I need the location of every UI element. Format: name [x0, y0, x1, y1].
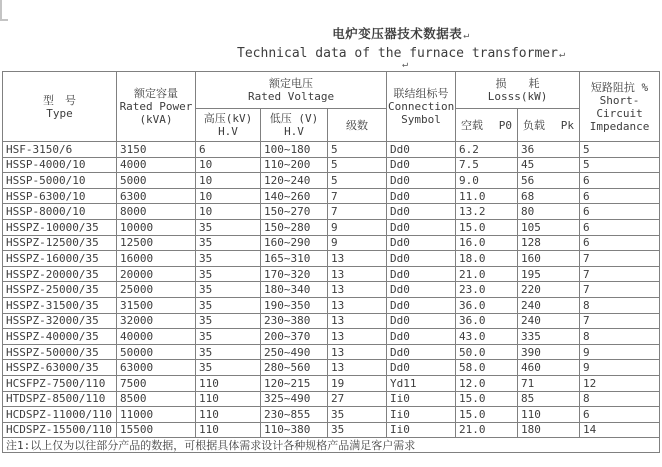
technical-data-table [2, 71, 660, 453]
table-cell: 140~260 [261, 188, 328, 204]
table-header [3, 72, 660, 142]
col-header-impedance-en1: Short- [599, 93, 640, 107]
table-cell: 10 [196, 204, 261, 220]
table-row [3, 173, 660, 189]
table-cell: 6 [580, 173, 660, 189]
document-title-cn [70, 24, 662, 42]
table-row [3, 251, 660, 267]
table-cell: 15.0 [456, 407, 518, 423]
table-cell: 35 [196, 360, 261, 376]
table-cell: 165~310 [261, 251, 328, 267]
table-cell: HSF-3150/6 [3, 142, 117, 158]
table-cell: 240 [518, 297, 580, 313]
col-header-type [3, 72, 117, 142]
table-cell: 19 [328, 375, 387, 391]
table-cell: HCSFPZ-7500/110 [3, 375, 117, 391]
table-cell: 5 [580, 157, 660, 173]
table-cell: 13 [328, 282, 387, 298]
paragraph-mark-icon: ↵ [402, 59, 409, 70]
table-cell: 160~290 [261, 235, 328, 251]
table-cell: 325~490 [261, 391, 328, 407]
table-row [3, 235, 660, 251]
table-cell: Dd0 [387, 360, 456, 376]
table-cell: HSSPZ-10000/35 [3, 219, 117, 235]
table-cell: 16.0 [456, 235, 518, 251]
table-cell: 13 [328, 344, 387, 360]
table-cell: 3150 [117, 142, 196, 158]
table-cell: 7 [580, 266, 660, 282]
table-cell: 180 [518, 422, 580, 438]
table-cell: 5 [328, 157, 387, 173]
table-cell: 13 [328, 329, 387, 345]
col-header-connection-en1: Connection [388, 100, 455, 113]
table-cell: 16000 [117, 251, 196, 267]
table-cell: 110 [518, 407, 580, 423]
table-cell: 7 [328, 188, 387, 204]
table-cell: 58.0 [456, 360, 518, 376]
col-header-on-load-symbol: Pk [560, 118, 575, 132]
table-row [3, 157, 660, 173]
table-cell: 50.0 [456, 344, 518, 360]
table-cell: 7 [580, 313, 660, 329]
table-row [3, 360, 660, 376]
col-header-rated-voltage [196, 72, 387, 109]
document-title-en [70, 46, 662, 61]
table-cell: 71 [518, 375, 580, 391]
table-cell: 250~490 [261, 344, 328, 360]
table-cell: 120~240 [261, 173, 328, 189]
col-header-low-voltage [261, 109, 328, 142]
table-cell: 105 [518, 219, 580, 235]
col-header-connection-cn: 联结组标号 [393, 87, 449, 100]
table-cell: 36.0 [456, 297, 518, 313]
table-row [3, 204, 660, 220]
col-header-type-cn: 型 号 [43, 93, 76, 107]
table-cell: 200~370 [261, 329, 328, 345]
col-header-impedance-en2: Circuit [596, 106, 643, 120]
table-cell: Dd0 [387, 297, 456, 313]
table-cell: 35 [196, 329, 261, 345]
table-cell: Dd0 [387, 344, 456, 360]
table-cell: 35 [196, 219, 261, 235]
page-margin-mark [0, 0, 8, 21]
table-cell: HCDSPZ-11000/110 [3, 407, 117, 423]
table-cell: 180~340 [261, 282, 328, 298]
table-cell: 160 [518, 251, 580, 267]
table-cell: 15.0 [456, 219, 518, 235]
col-header-low-voltage-en: H.V [284, 125, 304, 138]
table-cell: 35 [328, 422, 387, 438]
table-cell: 110 [196, 375, 261, 391]
table-cell: 7500 [117, 375, 196, 391]
table-cell: 5 [328, 142, 387, 158]
table-body [3, 142, 660, 438]
table-cell: 220 [518, 282, 580, 298]
table-cell: Dd0 [387, 188, 456, 204]
table-cell: Dd0 [387, 329, 456, 345]
table-cell: Ii0 [387, 422, 456, 438]
col-header-loss [456, 72, 580, 109]
table-cell: 13 [328, 313, 387, 329]
table-row [3, 188, 660, 204]
table-cell: 40000 [117, 329, 196, 345]
table-cell: 7 [580, 251, 660, 267]
col-header-connection [387, 72, 456, 142]
table-cell: 240 [518, 313, 580, 329]
table-cell: 6 [580, 219, 660, 235]
table-cell: Dd0 [387, 251, 456, 267]
table-cell: 35 [196, 235, 261, 251]
table-cell: HSSP-4000/10 [3, 157, 117, 173]
table-cell: 110 [196, 407, 261, 423]
table-cell: Ii0 [387, 407, 456, 423]
table-cell: 6 [580, 407, 660, 423]
table-cell: 36.0 [456, 313, 518, 329]
col-header-impedance-cn: 短路阻抗 % [590, 80, 649, 94]
paragraph-mark-icon: ↵ [558, 49, 565, 60]
table-cell: HSSPZ-40000/35 [3, 329, 117, 345]
footnote-text: 注1:以上仅为以往部分产品的数据，可根据具体需求设计各种规格产品满足客户需求 [3, 438, 660, 453]
col-header-low-voltage-cn: 低压 (V) [269, 112, 319, 125]
col-header-rated-voltage-cn: 额定电压 [269, 77, 314, 90]
table-row [3, 142, 660, 158]
table-cell: 9 [328, 219, 387, 235]
table-cell: 68 [518, 188, 580, 204]
table-row [3, 329, 660, 345]
table-cell: 21.0 [456, 422, 518, 438]
col-header-type-en: Type [46, 106, 73, 120]
table-cell: 7 [580, 282, 660, 298]
table-cell: 12 [580, 375, 660, 391]
table-cell: Dd0 [387, 204, 456, 220]
table-cell: HSSPZ-50000/35 [3, 344, 117, 360]
document-title-en-text: Technical data of the furnace transformer [237, 46, 558, 61]
table-cell: 110~380 [261, 422, 328, 438]
table-cell: 35 [328, 407, 387, 423]
table-row [3, 219, 660, 235]
table-cell: 6300 [117, 188, 196, 204]
table-cell: 7 [328, 204, 387, 220]
col-header-steps-cn: 级数 [346, 118, 369, 132]
table-cell: HSSPZ-12500/35 [3, 235, 117, 251]
table-cell: 35 [196, 313, 261, 329]
col-header-high-voltage-en: H.V [218, 125, 238, 138]
table-cell: 390 [518, 344, 580, 360]
table-cell: 8 [580, 329, 660, 345]
table-cell: 12.0 [456, 375, 518, 391]
table-cell: 43.0 [456, 329, 518, 345]
col-header-loss-en: Losss(kW) [487, 90, 548, 103]
table-cell: 150~270 [261, 204, 328, 220]
table-cell: 23.0 [456, 282, 518, 298]
col-header-on-load-cn: 负载 [523, 118, 546, 132]
table-cell: 14 [580, 422, 660, 438]
table-cell: 8500 [117, 391, 196, 407]
table-row [3, 313, 660, 329]
col-header-rated-power-en: Rated Power [119, 100, 193, 113]
col-header-rated-voltage-en: Rated Voltage [247, 90, 335, 103]
table-cell: 5000 [117, 173, 196, 189]
table-cell: HSSPZ-63000/35 [3, 360, 117, 376]
table-cell: 35 [196, 266, 261, 282]
table-cell: 9.0 [456, 173, 518, 189]
table-cell: 128 [518, 235, 580, 251]
table-cell: Dd0 [387, 173, 456, 189]
table-cell: 35 [196, 344, 261, 360]
table-cell: Ii0 [387, 391, 456, 407]
table-cell: HSSP-5000/10 [3, 173, 117, 189]
table-cell: 11.0 [456, 188, 518, 204]
table-cell: 110 [196, 422, 261, 438]
table-cell: 6 [196, 142, 261, 158]
table-cell: HSSPZ-31500/35 [3, 297, 117, 313]
col-header-no-load-cn: 空载 [461, 118, 484, 132]
table-cell: 10 [196, 173, 261, 189]
table-cell: 10 [196, 188, 261, 204]
footnote-row [3, 438, 660, 453]
table-cell: 13 [328, 297, 387, 313]
col-header-loss-cn: 损 耗 [495, 77, 540, 90]
table-cell: 18.0 [456, 251, 518, 267]
table-cell: 4000 [117, 157, 196, 173]
col-header-connection-en2: Symbol [401, 113, 441, 126]
table-cell: 120~215 [261, 375, 328, 391]
table-cell: 230~380 [261, 313, 328, 329]
table-cell: 8000 [117, 204, 196, 220]
table-cell: 195 [518, 266, 580, 282]
table-cell: 15500 [117, 422, 196, 438]
table-cell: Dd0 [387, 282, 456, 298]
table-cell: HTDSPZ-8500/110 [3, 391, 117, 407]
table-cell: Dd0 [387, 266, 456, 282]
table-cell: 170~320 [261, 266, 328, 282]
table-cell: 8 [580, 297, 660, 313]
table-cell: 6 [580, 235, 660, 251]
table-cell: 7.5 [456, 157, 518, 173]
col-header-impedance [580, 72, 660, 142]
table-cell: 50000 [117, 344, 196, 360]
table-cell: HSSPZ-16000/35 [3, 251, 117, 267]
col-header-rated-power-cn: 额定容量 [134, 87, 178, 100]
col-header-steps [328, 109, 387, 142]
table-row [3, 344, 660, 360]
col-header-rated-power [117, 72, 196, 142]
table-cell: 230~855 [261, 407, 328, 423]
table-cell: 9 [580, 344, 660, 360]
table-footer [3, 438, 660, 453]
table-cell: 45 [518, 157, 580, 173]
table-cell: 13 [328, 266, 387, 282]
table-cell: 32000 [117, 313, 196, 329]
table-cell: Yd11 [387, 375, 456, 391]
table-row [3, 407, 660, 423]
table-cell: 63000 [117, 360, 196, 376]
table-cell: 25000 [117, 282, 196, 298]
col-header-high-voltage-cn: 高压(kV) [203, 112, 253, 125]
table-cell: 11000 [117, 407, 196, 423]
table-cell: 6 [580, 188, 660, 204]
table-cell: 5 [328, 173, 387, 189]
table-cell: 110 [196, 391, 261, 407]
table-cell: 280~560 [261, 360, 328, 376]
table-cell: 8 [580, 391, 660, 407]
table-cell: 36 [518, 142, 580, 158]
table-cell: 150~280 [261, 219, 328, 235]
table-cell: Dd0 [387, 219, 456, 235]
table-cell: 80 [518, 204, 580, 220]
table-cell: 13 [328, 360, 387, 376]
col-header-rated-power-unit: (kVA) [139, 113, 173, 126]
table-cell: 35 [196, 282, 261, 298]
table-cell: 10000 [117, 219, 196, 235]
table-cell: Dd0 [387, 235, 456, 251]
table-cell: HSSP-6300/10 [3, 188, 117, 204]
table-row [3, 391, 660, 407]
table-cell: 110~200 [261, 157, 328, 173]
table-cell: 85 [518, 391, 580, 407]
header-row-main [3, 72, 660, 109]
table-cell: Dd0 [387, 142, 456, 158]
table-cell: 335 [518, 329, 580, 345]
table-cell: 10 [196, 157, 261, 173]
table-cell: HSSPZ-32000/35 [3, 313, 117, 329]
col-header-no-load [456, 109, 518, 142]
paragraph-mark-icon: ↵ [463, 30, 470, 41]
table-cell: 190~350 [261, 297, 328, 313]
table-cell: 31500 [117, 297, 196, 313]
table-row [3, 266, 660, 282]
col-header-on-load [518, 109, 580, 142]
table-row [3, 282, 660, 298]
table-cell: 21.0 [456, 266, 518, 282]
table-cell: 35 [196, 251, 261, 267]
table-cell: 56 [518, 173, 580, 189]
table-cell: 20000 [117, 266, 196, 282]
col-header-no-load-symbol: P0 [498, 118, 513, 132]
table-cell: Dd0 [387, 313, 456, 329]
table-cell: 460 [518, 360, 580, 376]
table-cell: HSSP-8000/10 [3, 204, 117, 220]
table-cell: 35 [196, 297, 261, 313]
table-cell: Dd0 [387, 157, 456, 173]
table-cell: HSSPZ-25000/35 [3, 282, 117, 298]
table-cell: 9 [328, 235, 387, 251]
table-cell: HCDSPZ-15500/110 [3, 422, 117, 438]
table-cell: 13 [328, 251, 387, 267]
table-row [3, 297, 660, 313]
document-title-cn-text: 电炉变压器技术数据表 [332, 26, 463, 41]
col-header-high-voltage [196, 109, 261, 142]
table-cell: HSSPZ-20000/35 [3, 266, 117, 282]
table-cell: 27 [328, 391, 387, 407]
table-cell: 15.0 [456, 391, 518, 407]
table-cell: 13.2 [456, 204, 518, 220]
table-cell: 5 [580, 142, 660, 158]
col-header-impedance-en3: Impedance [589, 119, 650, 133]
table-row [3, 375, 660, 391]
table-cell: 100~180 [261, 142, 328, 158]
table-cell: 6 [580, 204, 660, 220]
table-row [3, 422, 660, 438]
table-cell: 6.2 [456, 142, 518, 158]
table-cell: 12500 [117, 235, 196, 251]
table-cell: 9 [580, 360, 660, 376]
